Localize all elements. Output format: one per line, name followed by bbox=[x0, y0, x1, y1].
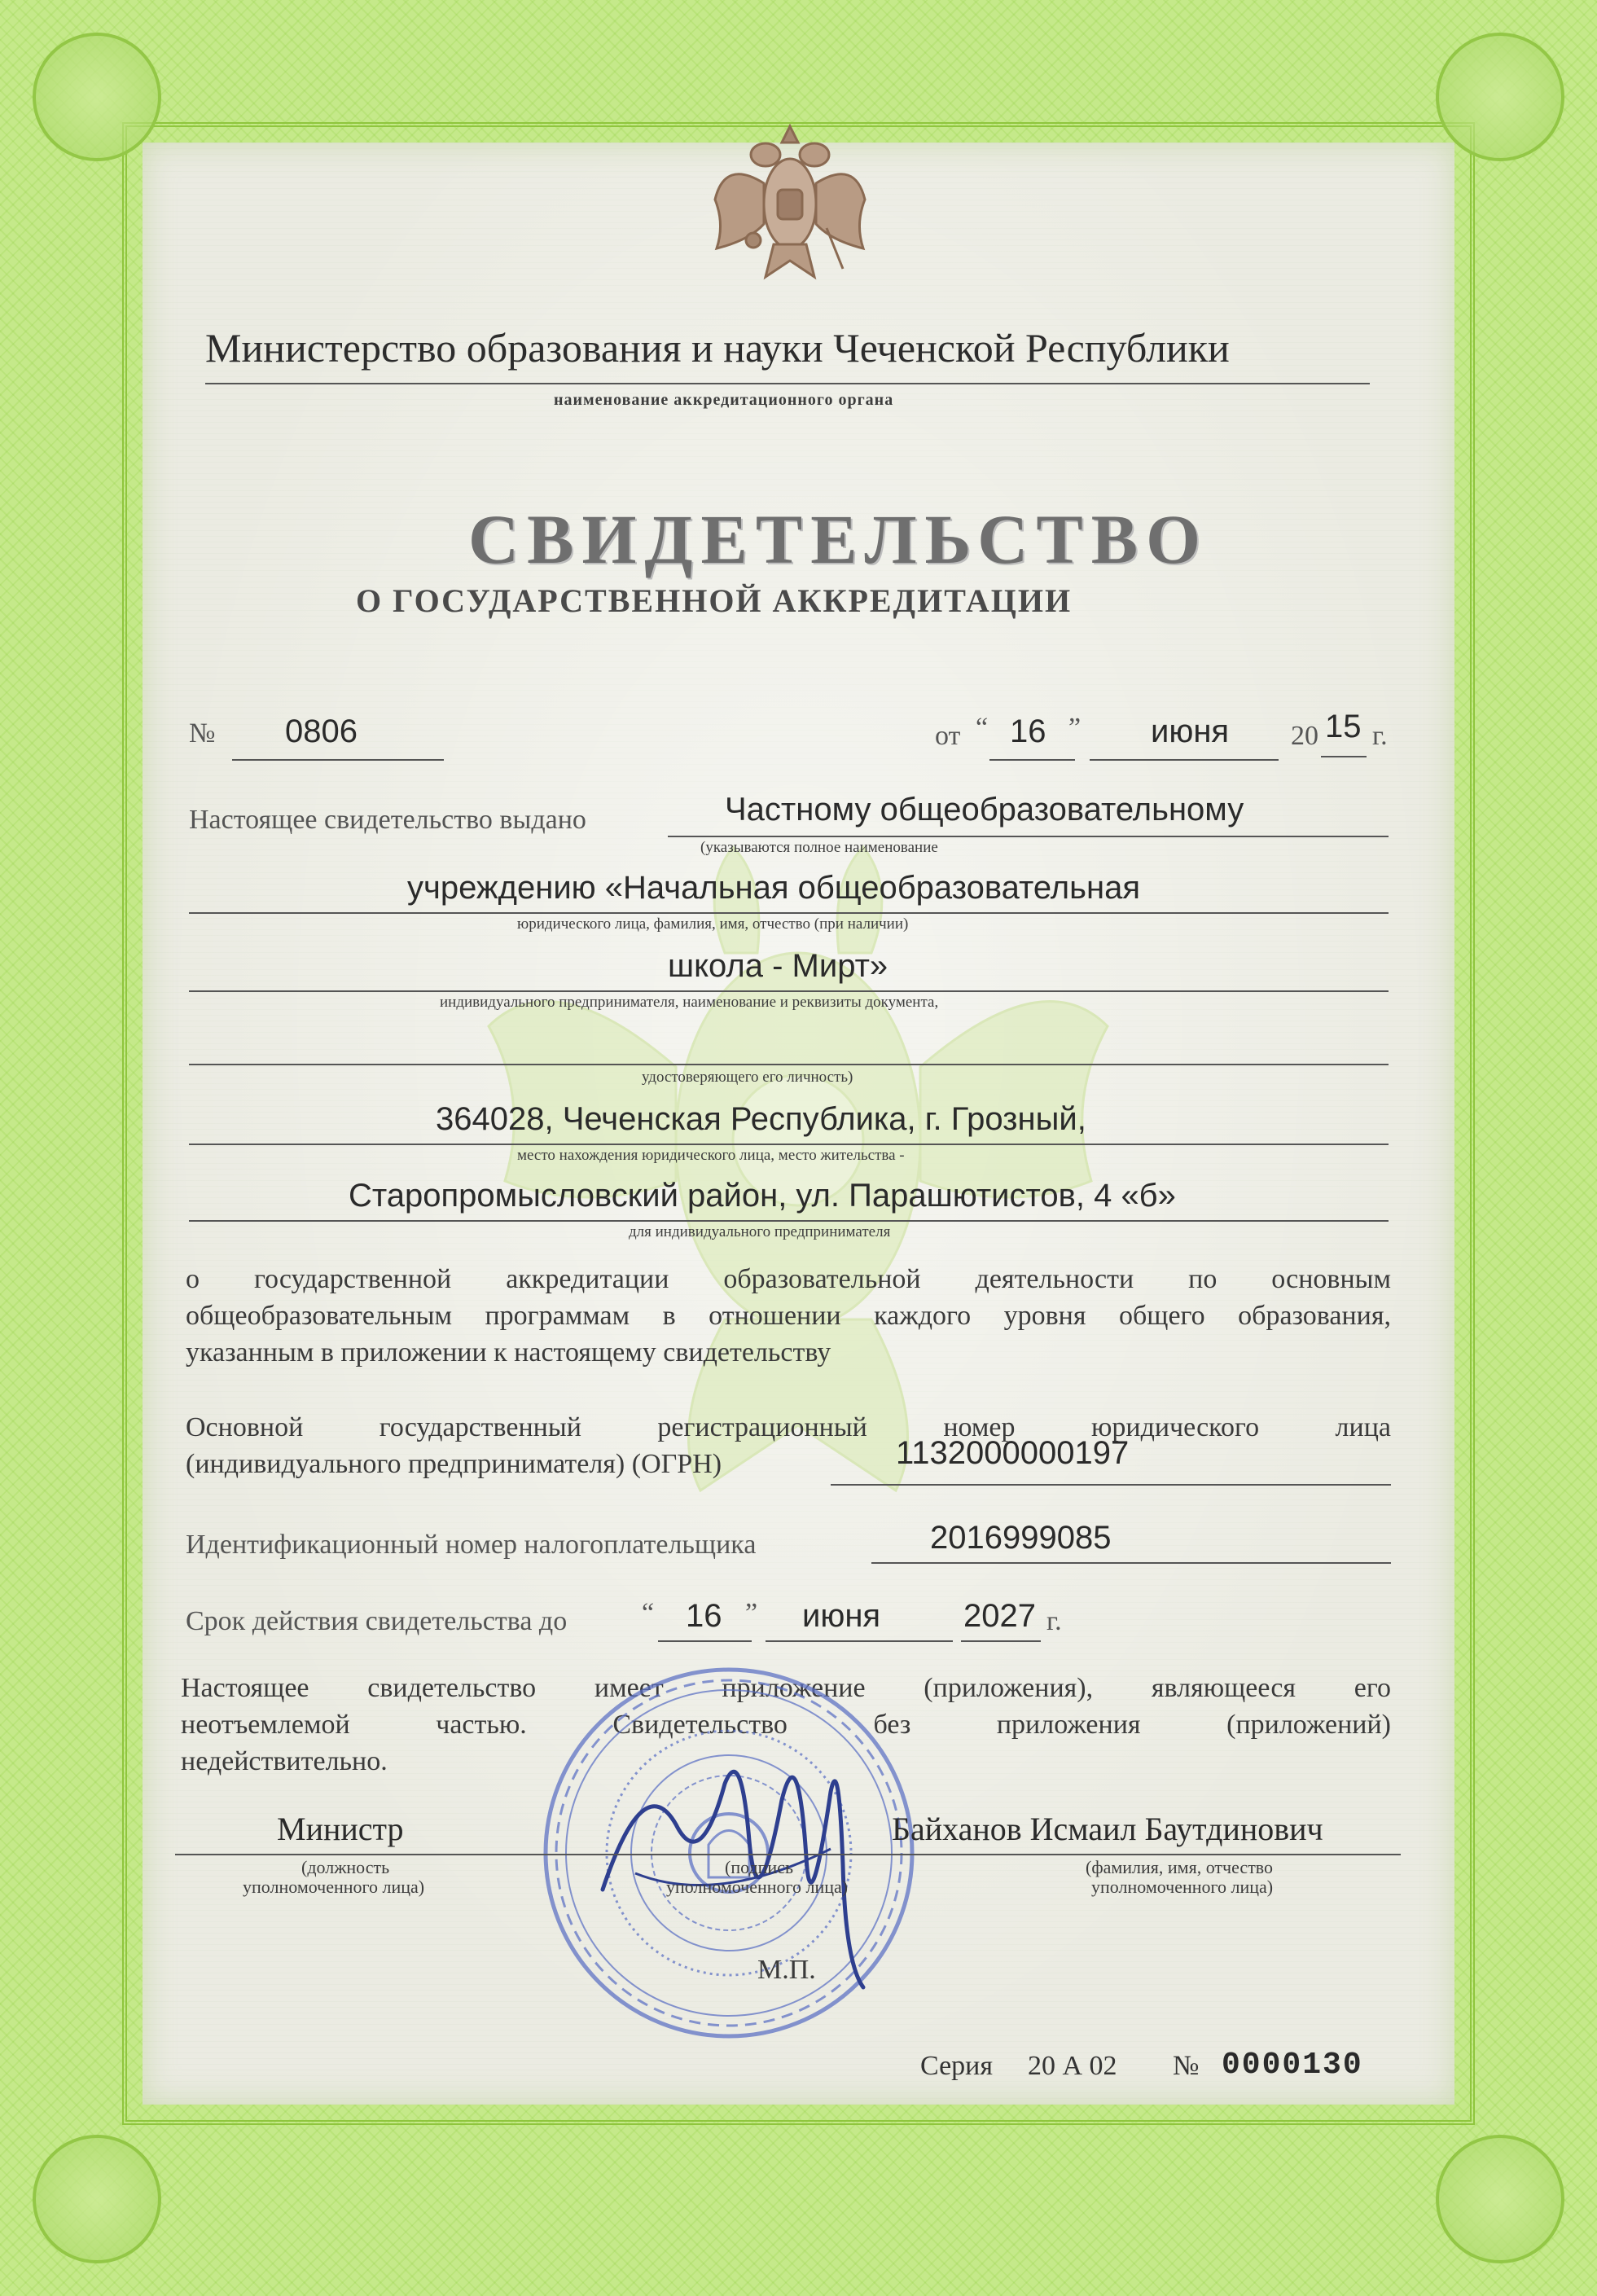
issue-day: 16 bbox=[1010, 713, 1046, 749]
serial-number: 0000130 bbox=[1222, 2048, 1363, 2083]
underline bbox=[989, 759, 1075, 761]
accreditation-line: общеобразовательным программам в отношении каждого уровня общего образования, bbox=[186, 1301, 1391, 1331]
document-subtitle: О ГОСУДАРСТВЕННОЙ АККРЕДИТАЦИИ bbox=[356, 582, 1073, 619]
ogrn-label-line1: Основной государственный регистрационный номер юридического лица bbox=[186, 1412, 1391, 1442]
series-label: Серия bbox=[920, 2051, 994, 2081]
signature-caption: уполномоченного лица) bbox=[666, 1877, 849, 1897]
underline bbox=[1321, 756, 1367, 757]
accreditation-line: о государственной аккредитации образовательной деятельности по основным bbox=[186, 1264, 1391, 1294]
appendix-line: недействительно. bbox=[181, 1746, 388, 1776]
year-unit: г. bbox=[1372, 721, 1388, 751]
accreditation-line: указанным в приложении к настоящему свидетельству bbox=[186, 1337, 831, 1368]
caption-entrepreneur: индивидуального предпринимателя, наименование и реквизиты документа, bbox=[440, 994, 939, 1011]
ogrn-value: 1132000000197 bbox=[896, 1435, 1130, 1471]
issued-label: Настоящее свидетельство выдано bbox=[189, 805, 586, 835]
signer-position: Министр bbox=[277, 1811, 404, 1847]
validity-year-unit: г. bbox=[1046, 1606, 1062, 1636]
validity-quote-close: ” bbox=[745, 1598, 758, 1628]
issue-month: июня bbox=[1151, 713, 1230, 749]
validity-month: июня bbox=[802, 1598, 881, 1634]
underline bbox=[189, 1144, 1389, 1145]
date-from-label: от bbox=[935, 721, 961, 751]
ogrn-paragraph bbox=[186, 1409, 1391, 1482]
issue-year-suffix: 15 bbox=[1325, 709, 1362, 744]
address-line1: 364028, Чеченская Республика, г. Грозный, bbox=[436, 1101, 1086, 1137]
validity-quote-open: “ bbox=[642, 1598, 655, 1628]
caption-legal-entity: юридического лица, фамилия, имя, отчество (при наличии) bbox=[517, 915, 909, 933]
signer-name: Байханов Исмаил Баутдинович bbox=[892, 1811, 1323, 1847]
holder-name-line3: школа - Мирт» bbox=[668, 948, 888, 984]
ministry-name: Министерство образования и науки Чеченской Республики bbox=[205, 325, 1230, 371]
series-value: 20 А 02 bbox=[1028, 2051, 1117, 2081]
name-caption: (фамилия, имя, отчество bbox=[1086, 1857, 1274, 1877]
ministry-caption: наименование аккредитационного органа bbox=[554, 391, 894, 409]
position-caption: уполномоченного лица) bbox=[243, 1877, 425, 1897]
inn-label: Идентификационный номер налогоплательщика bbox=[186, 1530, 757, 1560]
underline bbox=[232, 759, 444, 761]
underline bbox=[658, 1640, 752, 1642]
caption-identity: удостоверяющего его личность) bbox=[642, 1069, 853, 1086]
underline bbox=[831, 1484, 1391, 1486]
certificate-number: 0806 bbox=[285, 713, 358, 749]
underline bbox=[189, 1220, 1389, 1222]
appendix-line: Настоящее свидетельство имеет приложение (приложения), являющееся его bbox=[181, 1673, 1391, 1703]
corner-ornament bbox=[33, 2135, 161, 2263]
corner-ornament bbox=[1436, 2135, 1564, 2263]
name-caption: уполномоченного лица) bbox=[1091, 1877, 1274, 1897]
holder-name-line1: Частному общеобразовательному bbox=[725, 792, 1244, 828]
validity-label: Срок действия свидетельства до bbox=[186, 1606, 568, 1636]
appendix-line: неотъемлемой частью. Свидетельство без приложения (приложений) bbox=[181, 1710, 1391, 1740]
seal-place-label: М.П. bbox=[757, 1955, 816, 1985]
underline bbox=[189, 1064, 1389, 1065]
serial-number-label: № bbox=[1173, 2051, 1200, 2081]
caption-residence: для индивидуального предпринимателя bbox=[629, 1223, 891, 1240]
underline bbox=[961, 1640, 1041, 1642]
validity-year: 2027 bbox=[963, 1598, 1036, 1634]
signature-caption: (подпись bbox=[725, 1857, 794, 1877]
date-quote-close: ” bbox=[1068, 713, 1081, 743]
underline bbox=[189, 912, 1389, 914]
underline bbox=[189, 990, 1389, 992]
position-caption: (должность bbox=[301, 1857, 390, 1877]
corner-ornament bbox=[1436, 33, 1564, 161]
holder-name-line2: учреждению «Начальная общеобразовательная bbox=[407, 870, 1140, 906]
underline bbox=[175, 1854, 1401, 1855]
underline bbox=[1090, 759, 1279, 761]
ogrn-label-line2: (индивидуального предпринимателя) (ОГРН) bbox=[186, 1449, 722, 1479]
underline bbox=[871, 1562, 1391, 1564]
number-label: № bbox=[189, 718, 216, 749]
underline bbox=[766, 1640, 953, 1642]
validity-day: 16 bbox=[686, 1598, 722, 1634]
year-prefix: 20 bbox=[1291, 721, 1318, 751]
inn-value: 2016999085 bbox=[930, 1520, 1112, 1556]
address-line2: Старопромысловский район, ул. Парашютистов, 4 «б» bbox=[349, 1178, 1176, 1214]
caption-full-name: (указываются полное наименование bbox=[700, 839, 938, 856]
accreditation-paragraph bbox=[186, 1261, 1391, 1371]
date-quote-open: “ bbox=[976, 713, 989, 743]
underline bbox=[668, 836, 1389, 837]
document-title: СВИДЕТЕЛЬСТВО bbox=[468, 500, 1209, 578]
underline bbox=[205, 383, 1370, 384]
caption-location: место нахождения юридического лица, место жительства - bbox=[517, 1147, 905, 1164]
coat-of-arms-icon bbox=[709, 118, 871, 285]
